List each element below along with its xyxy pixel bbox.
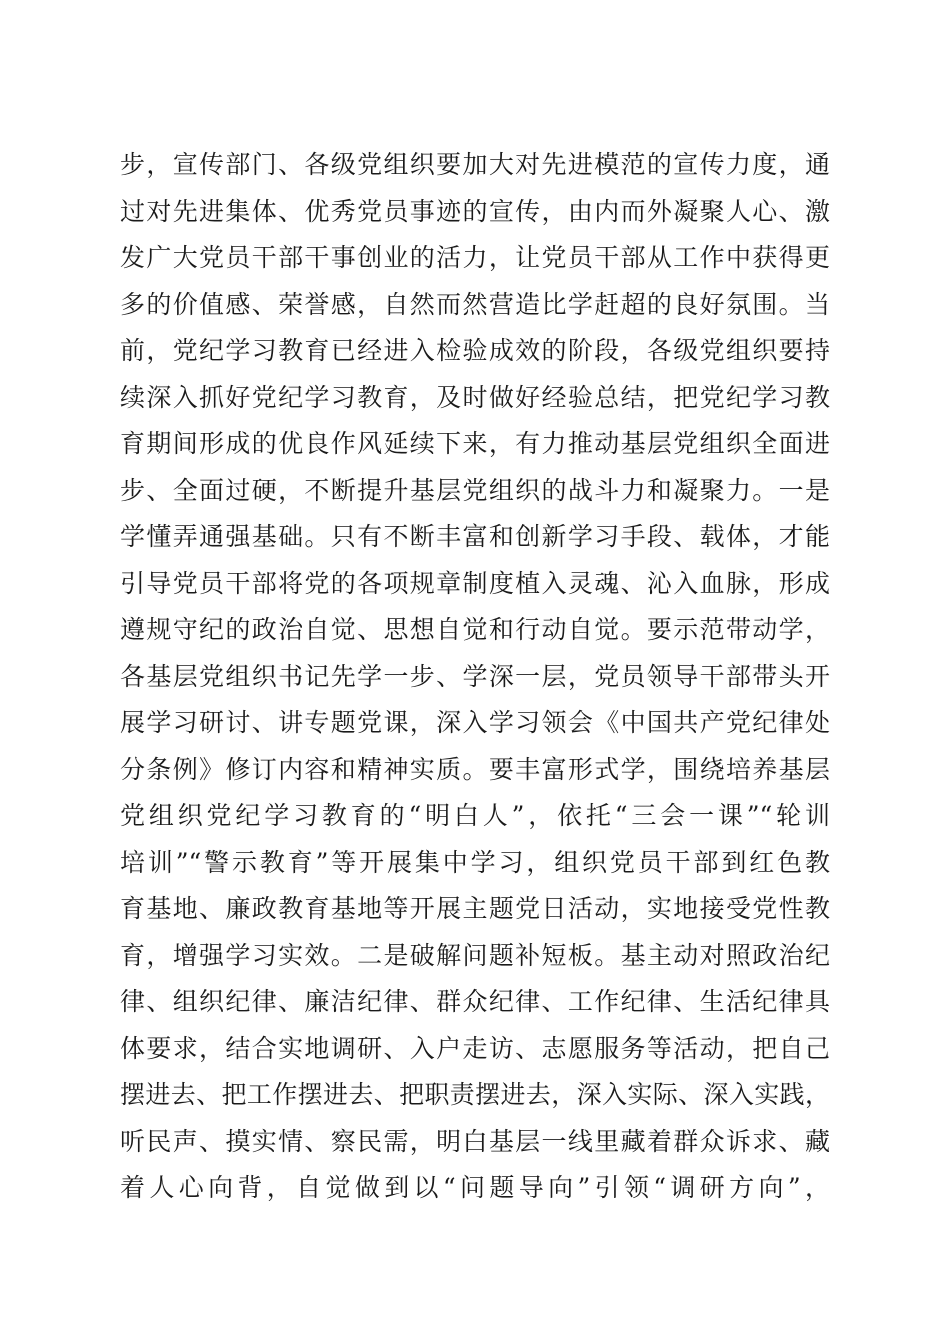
text-line-8: 步、全面过硬，不断提升基层党组织的战斗力和凝聚力。一是 (120, 475, 830, 505)
text-line-13: 展学习研讨、讲专题党课，深入学习领会《中国共产党纪律处 (120, 708, 830, 737)
text-line-6: 续深入抓好党纪学习教育，及时做好经验总结，把党纪学习教 (120, 382, 830, 412)
text-line-1: 步，宣传部门、各级党组织要加大对先进模范的宣传力度，通 (120, 150, 830, 179)
body-paragraph (120, 142, 830, 1212)
text-line-3: 发广大党员干部干事创业的活力，让党员干部从工作中获得更 (120, 243, 830, 272)
text-line-18: 育，增强学习实效。二是破解问题补短板。基主动对照政治纪 (120, 940, 830, 970)
text-line-12: 各基层党组织书记先学一步、学深一层，党员领导干部带头开 (120, 661, 830, 691)
text-line-10: 引导党员干部将党的各项规章制度植入灵魂、沁入血脉，形成 (120, 568, 830, 598)
text-line-11: 遵规守纪的政治自觉、思想自觉和行动自觉。要示范带动学， (120, 615, 830, 644)
text-line-19: 律、组织纪律、廉洁纪律、群众纪律、工作纪律、生活纪律具 (120, 987, 830, 1016)
text-line-16: 培训”“警示教育”等开展集中学习，组织党员干部到红色教 (120, 847, 830, 877)
text-line-2: 过对先进集体、优秀党员事迹的宣传，由内而外凝聚人心、激 (120, 196, 830, 226)
text-line-14: 分条例》修订内容和精神实质。要丰富形式学，围绕培养基层 (120, 754, 830, 784)
text-line-22: 听民声、摸实情、察民需，明白基层一线里藏着群众诉求、藏 (120, 1126, 830, 1156)
text-line-15: 党组织党纪学习教育的“明白人”，依托“三会一课”“轮训 (120, 801, 830, 830)
text-line-23: 着人心向背，自觉做到以“问题导向”引领“调研方向”， (120, 1173, 830, 1202)
text-line-17: 育基地、廉政教育基地等开展主题党日活动，实地接受党性教 (120, 894, 830, 923)
text-line-21: 摆进去、把工作摆进去、把职责摆进去，深入实际、深入实践， (120, 1080, 830, 1109)
text-line-9: 学懂弄通强基础。只有不断丰富和创新学习手段、载体，才能 (120, 522, 830, 551)
text-line-7: 育期间形成的优良作风延续下来，有力推动基层党组织全面进 (120, 429, 830, 458)
text-line-20: 体要求，结合实地调研、入户走访、志愿服务等活动，把自己 (120, 1033, 830, 1063)
text-line-4: 多的价值感、荣誉感，自然而然营造比学赶超的良好氛围。当 (120, 289, 830, 319)
text-line-5: 前，党纪学习教育已经进入检验成效的阶段，各级党组织要持 (120, 336, 830, 365)
